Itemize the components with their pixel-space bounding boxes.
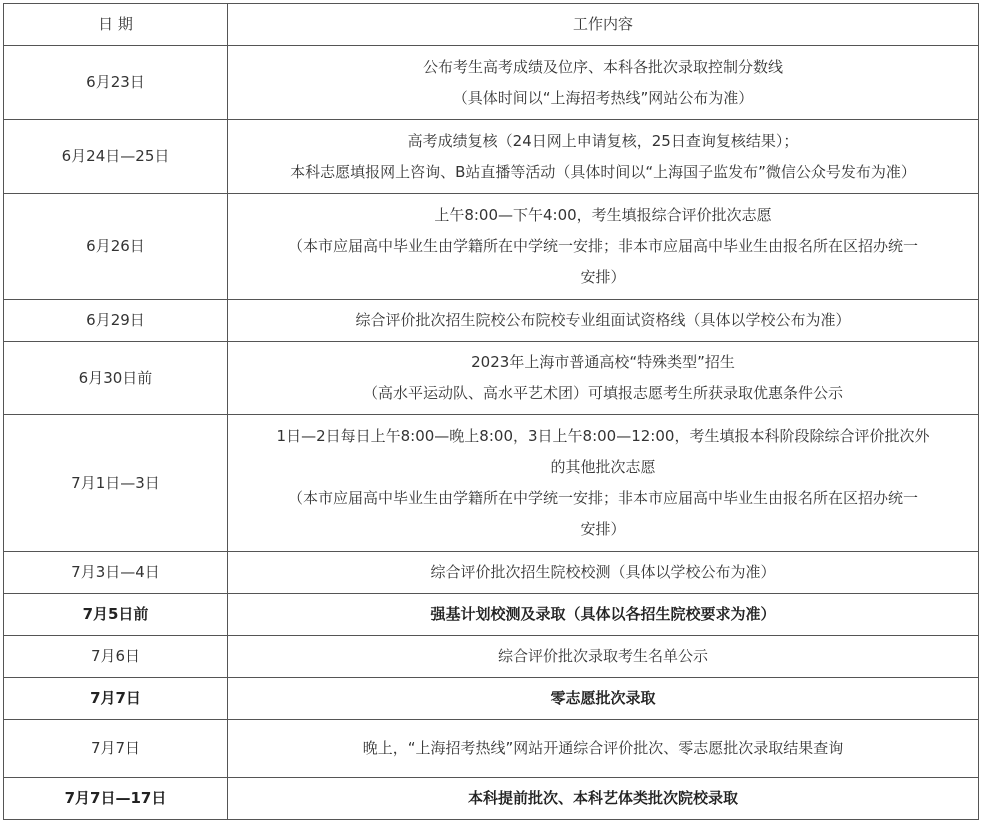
header-content: 工作内容 bbox=[228, 4, 979, 46]
table-row bbox=[4, 720, 979, 778]
row-content-line: 安排） bbox=[580, 268, 626, 286]
row-content bbox=[228, 46, 979, 120]
table-row bbox=[4, 46, 979, 120]
row-content-line: 安排） bbox=[580, 520, 626, 538]
table-row bbox=[4, 636, 979, 678]
row-date: 7月7日 bbox=[4, 720, 228, 778]
table-row bbox=[4, 594, 979, 636]
row-date: 7月5日前 bbox=[4, 594, 228, 636]
row-content-line: 公布考生高考成绩及位序、本科各批次录取控制分数线 bbox=[422, 57, 783, 76]
row-content bbox=[228, 720, 979, 778]
row-content-line: 综合评价批次录取考生名单公示 bbox=[497, 647, 708, 665]
row-content-line: （本市应届高中毕业生由学籍所在中学统一安排；非本市应届高中毕业生由报名所在区招办统一 bbox=[287, 489, 918, 507]
row-content bbox=[228, 636, 979, 678]
header-date: 日 期 bbox=[4, 4, 228, 46]
row-content-line: 的其他批次志愿 bbox=[550, 458, 656, 476]
row-content bbox=[228, 415, 979, 552]
row-content bbox=[228, 778, 979, 820]
row-date: 6月30日前 bbox=[4, 342, 228, 415]
row-content-line: （高水平运动队、高水平艺术团）可填报志愿考生所获录取优惠条件公示 bbox=[362, 384, 843, 402]
row-content-line: 本科提前批次、本科艺体类批次院校录取 bbox=[467, 789, 738, 807]
row-date: 7月1日—3日 bbox=[4, 415, 228, 552]
row-content bbox=[228, 594, 979, 636]
row-date: 6月24日—25日 bbox=[4, 120, 228, 194]
table-body bbox=[4, 46, 979, 820]
row-content bbox=[228, 194, 979, 300]
row-content bbox=[228, 300, 979, 342]
row-date: 6月23日 bbox=[4, 46, 228, 120]
row-content bbox=[228, 678, 979, 720]
table-row bbox=[4, 194, 979, 300]
row-content-line: 零志愿批次录取 bbox=[550, 689, 656, 707]
row-content bbox=[228, 342, 979, 415]
row-content-line: 本科志愿填报网上咨询、B站直播等活动（具体时间以“上海国子监发布”微信公众号发布为准） bbox=[290, 162, 916, 181]
row-date: 7月7日—17日 bbox=[4, 778, 228, 820]
row-content-line: （本市应届高中毕业生由学籍所在中学统一安排；非本市应届高中毕业生由报名所在区招办统一 bbox=[287, 237, 918, 255]
table-row bbox=[4, 552, 979, 594]
row-content-line: 上午8:00—下午4:00，考生填报综合评价批次志愿 bbox=[434, 206, 772, 224]
table-row bbox=[4, 120, 979, 194]
row-content-line: 2023年上海市普通高校“特殊类型”招生 bbox=[471, 353, 735, 371]
table-row bbox=[4, 300, 979, 342]
row-content-line: 综合评价批次招生院校校测（具体以学校公布为准） bbox=[430, 563, 776, 581]
row-date: 6月26日 bbox=[4, 194, 228, 300]
row-content-line: 1日—2日每日上午8:00—晚上8:00，3日上午8:00—12:00，考生填报本科阶段除综合评价批次外 bbox=[276, 427, 930, 445]
table-row bbox=[4, 678, 979, 720]
row-date: 7月3日—4日 bbox=[4, 552, 228, 594]
row-content-line: 强基计划校测及录取（具体以各招生院校要求为准） bbox=[430, 605, 776, 623]
row-content bbox=[228, 120, 979, 194]
row-content-line: 高考成绩复核（24日网上申请复核，25日查询复核结果）； bbox=[407, 131, 799, 150]
schedule-table bbox=[3, 3, 979, 820]
row-date: 6月29日 bbox=[4, 300, 228, 342]
row-content bbox=[228, 552, 979, 594]
row-content-line: 综合评价批次招生院校公布院校专业组面试资格线（具体以学校公布为准） bbox=[355, 311, 851, 329]
table-header-row bbox=[4, 4, 979, 46]
row-content-line: 晚上，“上海招考热线”网站开通综合评价批次、零志愿批次录取结果查询 bbox=[362, 739, 844, 757]
row-date: 7月7日 bbox=[4, 678, 228, 720]
table-row bbox=[4, 415, 979, 552]
row-content-line: （具体时间以“上海招考热线”网站公布为准） bbox=[452, 88, 754, 107]
table-row bbox=[4, 342, 979, 415]
table-row bbox=[4, 778, 979, 820]
row-date: 7月6日 bbox=[4, 636, 228, 678]
